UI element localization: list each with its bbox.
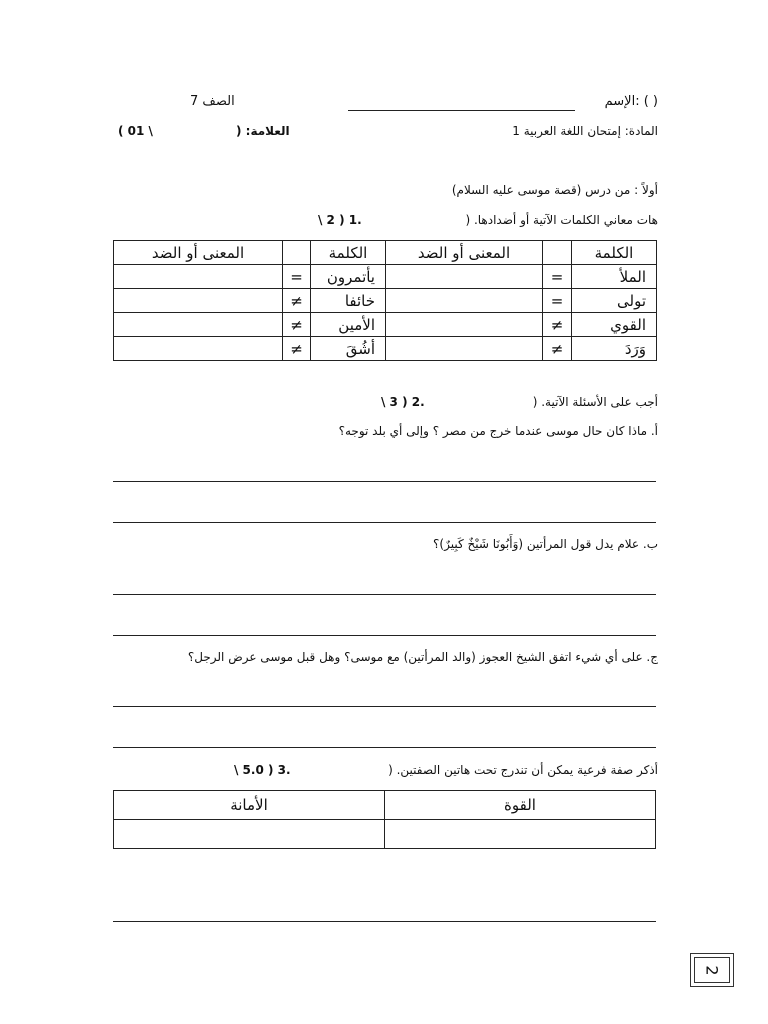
answer-line[interactable] [113, 635, 656, 636]
mark-label: العلامة: ( [236, 124, 290, 138]
table-row [114, 820, 656, 849]
name-field-line[interactable] [348, 110, 575, 111]
answer-cell[interactable] [114, 265, 283, 289]
subject-label: المادة: إمتحان اللغة العربية 1 [512, 124, 658, 138]
answer-cell[interactable] [385, 820, 656, 849]
table-header-cell [543, 241, 572, 265]
answer-line[interactable] [113, 522, 656, 523]
traits-table [113, 790, 656, 849]
answer-cell[interactable] [386, 337, 543, 361]
q2-instruction: أجب على الأسئلة الآتية. ( [532, 395, 658, 409]
page-number-box [690, 953, 734, 987]
table-header-cell: الأمانة [114, 791, 385, 820]
q1-instruction: هات معاني الكلمات الآتية أو أضدادها. ( [465, 213, 658, 227]
relation-symbol: ≠ [283, 313, 311, 337]
table-header-cell [283, 241, 311, 265]
question-c: ج. على أي شيء اتفق الشيخ العجوز (والد المرأتين) مع موسى؟ وهل قبل موسى عرض الرجل؟ [187, 650, 658, 664]
relation-symbol: ≠ [543, 313, 572, 337]
answer-cell[interactable] [114, 313, 283, 337]
table-header-cell: الكلمة [572, 241, 657, 265]
name-label: ( ) :الإسم [604, 94, 658, 109]
page-number: 2 [702, 964, 722, 976]
q3-instruction: أذكر صفة فرعية يمكن أن تندرج تحت هاتين الصفتين. ( [388, 763, 658, 777]
table-header-cell: المعنى أو الضد [386, 241, 543, 265]
vocab-word: خائفا [311, 289, 386, 313]
vocab-word: يأتمرون [311, 265, 386, 289]
vocab-word: وَرَدَ [572, 337, 657, 361]
vocab-word: الملأ [572, 265, 657, 289]
q1-score: .1 ( 2 \ [318, 213, 362, 227]
relation-symbol: = [543, 265, 572, 289]
relation-symbol: = [543, 289, 572, 313]
answer-line[interactable] [113, 747, 656, 748]
relation-symbol: ≠ [283, 337, 311, 361]
table-row [114, 313, 657, 337]
answer-line[interactable] [113, 594, 656, 595]
answer-cell[interactable] [386, 265, 543, 289]
q3-score: .3 ( 0.5 \ [234, 763, 291, 777]
vocab-word: تولى [572, 289, 657, 313]
q2-score: .2 ( 3 \ [381, 395, 425, 409]
question-a: أ. ماذا كان حال موسى عندما خرج من مصر ؟ وإلى أي بلد توجه؟ [338, 424, 658, 438]
answer-cell[interactable] [386, 289, 543, 313]
vocab-word: القوي [572, 313, 657, 337]
table-header-cell: المعنى أو الضد [114, 241, 283, 265]
mark-total: \ 10 ) [118, 124, 153, 138]
section1-title: أولاً : من درس (قصة موسى عليه السلام) [451, 183, 658, 197]
relation-symbol: = [283, 265, 311, 289]
vocab-table-header [114, 241, 657, 265]
answer-line[interactable] [113, 921, 656, 922]
table-row [114, 289, 657, 313]
table-row [114, 265, 657, 289]
question-b: ب. علام يدل قول المرأتين (وَأَبُونَا شَيْخٌ كَبِيرٌ)؟ [433, 537, 658, 551]
relation-symbol: ≠ [283, 289, 311, 313]
vocab-table [113, 240, 657, 361]
answer-line[interactable] [113, 706, 656, 707]
table-header-cell: الكلمة [311, 241, 386, 265]
table-row [114, 337, 657, 361]
table-header-cell: القوة [385, 791, 656, 820]
relation-symbol: ≠ [543, 337, 572, 361]
vocab-word: الأمين [311, 313, 386, 337]
answer-cell[interactable] [114, 337, 283, 361]
answer-cell[interactable] [114, 289, 283, 313]
answer-cell[interactable] [114, 820, 385, 849]
traits-table-header [114, 791, 656, 820]
answer-cell[interactable] [386, 313, 543, 337]
class-label: الصف 7 [190, 94, 235, 109]
vocab-word: أشُقَ [311, 337, 386, 361]
answer-line[interactable] [113, 481, 656, 482]
